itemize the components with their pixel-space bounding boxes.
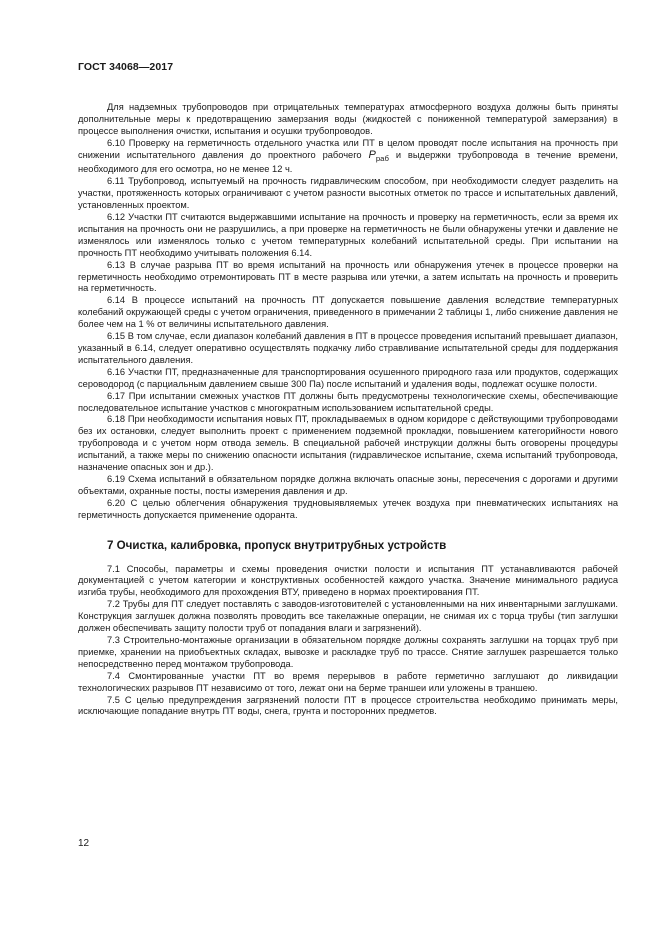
paragraph-6-10 bbox=[78, 138, 618, 177]
section-7-heading: 7 Очистка, калибровка, пропуск внутритрубных устройств bbox=[107, 538, 447, 552]
paragraph-6-11: 6.11 Трубопровод, испытуемый на прочность гидравлическим способом, при необходимости следует разделить на участки, протяженность которых ограничивают с учетом разности высотных отметок по трассе и испытательных давлений, установленных проектом. bbox=[78, 176, 618, 211]
paragraph-6-20: 6.20 С целью облегчения обнаружения трудновыявляемых утечек воздуха при пневматических испытаниях на герметичность допускается применение одоранта. bbox=[78, 497, 618, 520]
document-body bbox=[78, 102, 618, 718]
paragraph-6-13: 6.13 В случае разрыва ПТ во время испытаний на прочность или обнаружения утечек в процессе проверки на герметичность необходимо отремонтировать ПТ в месте разрыва или утечки, а затем испытать на прочность и проверить на герметичность. bbox=[78, 259, 618, 294]
paragraph-6-14: 6.14 В процессе испытаний на прочность ПТ допускается повышение давления вследствие температурных колебаний окружающей среды с учетом ограничения, приведенного в примечании 2 таблицы 1, либо снижение давления не более чем на 1 % от величины испытательного давления. bbox=[78, 295, 618, 330]
paragraph-6-10-part-a: 6.10 Проверку на герметичность отдельного участка или ПТ в целом проводят после испытания на прочность при снижении испытательного давления до проектного рабочего bbox=[78, 137, 618, 160]
paragraph-7-3: 7.3 Строительно-монтажные организации в обязательном порядке должны сохранять заглушки на торцах труб при приемке, хранении на приобъектных складах, вывозке и раскладке труб по трассе. Снятие заглушек разрешается только непосредственно перед монтажом трубопровода. bbox=[78, 635, 618, 669]
paragraph-6-15: 6.15 В том случае, если диапазон колебаний давления в ПТ в процессе проведения испытаний превышает диапазон, указанный в 6.14, следует оперативно осуществлять подкачку либо стравливание испытательной среды для поддержания испытательного давления. bbox=[78, 331, 618, 365]
paragraph-7-1: 7.1 Способы, параметры и схемы проведения очистки полости и испытания ПТ устанавливаются рабочей документацией с учетом категории и конструктивных особенностей каждого участка. Значение минимального радиуса изгиба трубы, необходимого для прохождения ВТУ, приведено в нормах проектирования ПТ. bbox=[78, 563, 618, 598]
paragraph-6-19: 6.19 Схема испытаний в обязательном порядке должна включать опасные зоны, пересечения с дорогами и другими объектами, охранные посты, посты измерения давления и др. bbox=[78, 473, 618, 496]
document-standard-header: ГОСТ 34068—2017 bbox=[78, 61, 174, 73]
pressure-symbol-subscript: раб bbox=[375, 153, 389, 163]
paragraph-6-10-part-b: и выдержки трубопровода в течение времени, необходимого для его осмотра, но не менее 12 ч. bbox=[78, 149, 618, 175]
paragraph-7-2: 7.2 Трубы для ПТ следует поставлять с заводов-изготовителей с установленными на них инвентарными заглушками. Конструкция заглушек должна позволять проводить все такелажные операции, не снимая их с торца трубы (тип заглушки должен обеспечивать защиту полости труб от попадания влаги и загрязнений). bbox=[78, 599, 618, 634]
paragraph-7-4: 7.4 Смонтированные участки ПТ во время перерывов в работе герметично заглушают до ликвидации технологических разрывов ПТ независимо от того, лежат они на берме траншеи или уложены в траншею. bbox=[78, 670, 618, 693]
paragraph-intro: Для надземных трубопроводов при отрицательных температурах атмосферного воздуха должны быть приняты дополнительные меры к предотвращению замерзания воды (жидкостей с пониженной температурой замерзания) в процессе выполнения очистки, испытания и осушки трубопроводов. bbox=[78, 102, 618, 136]
paragraph-7-5: 7.5 С целью предупреждения загрязнений полости ПТ в процессе строительства необходимо принимать меры, исключающие попадание внутрь ПТ воды, снега, грунта и посторонних предметов. bbox=[78, 694, 618, 717]
pressure-symbol: P bbox=[368, 148, 376, 161]
paragraph-6-18: 6.18 При необходимости испытания новых ПТ, прокладываемых в одном коридоре с действующими трубопроводами без их остановки, следует выполнить проект с применением подземной прокладки, повышением категорийности нового трубопровода и с учетом норм отвода земель. В специальной рабочей инструкции должны быть оговорены процедуры испытаний, а также меры по снижению опасности испытания (гидравлическое испытание, схема испытаний трубопровода, назначение опасных зон и др.). bbox=[78, 414, 618, 473]
paragraph-6-17: 6.17 При испытании смежных участков ПТ должны быть предусмотрены технологические схемы, обеспечивающие последовательное испытание участков с многократным использованием испытательной среды. bbox=[78, 390, 618, 413]
paragraph-6-16: 6.16 Участки ПТ, предназначенные для транспортирования осушенного природного газа или продуктов, содержащих сероводород (с парциальным давлением свыше 300 Па) после испытаний и удаления воды, подлежат осушке полости. bbox=[78, 366, 618, 389]
page-number: 12 bbox=[78, 838, 90, 849]
paragraph-6-12: 6.12 Участки ПТ считаются выдержавшими испытание на прочность и проверку на герметичность, если за время их испытания на прочность они не разрушились, а при проверке на герметичность не были обнаружены утечки и давление не изменялось или изменялось только с учетом температурных колебаний испытательной среды. При испытании на прочность ПТ необходимо учитывать положения 6.14. bbox=[78, 212, 618, 258]
